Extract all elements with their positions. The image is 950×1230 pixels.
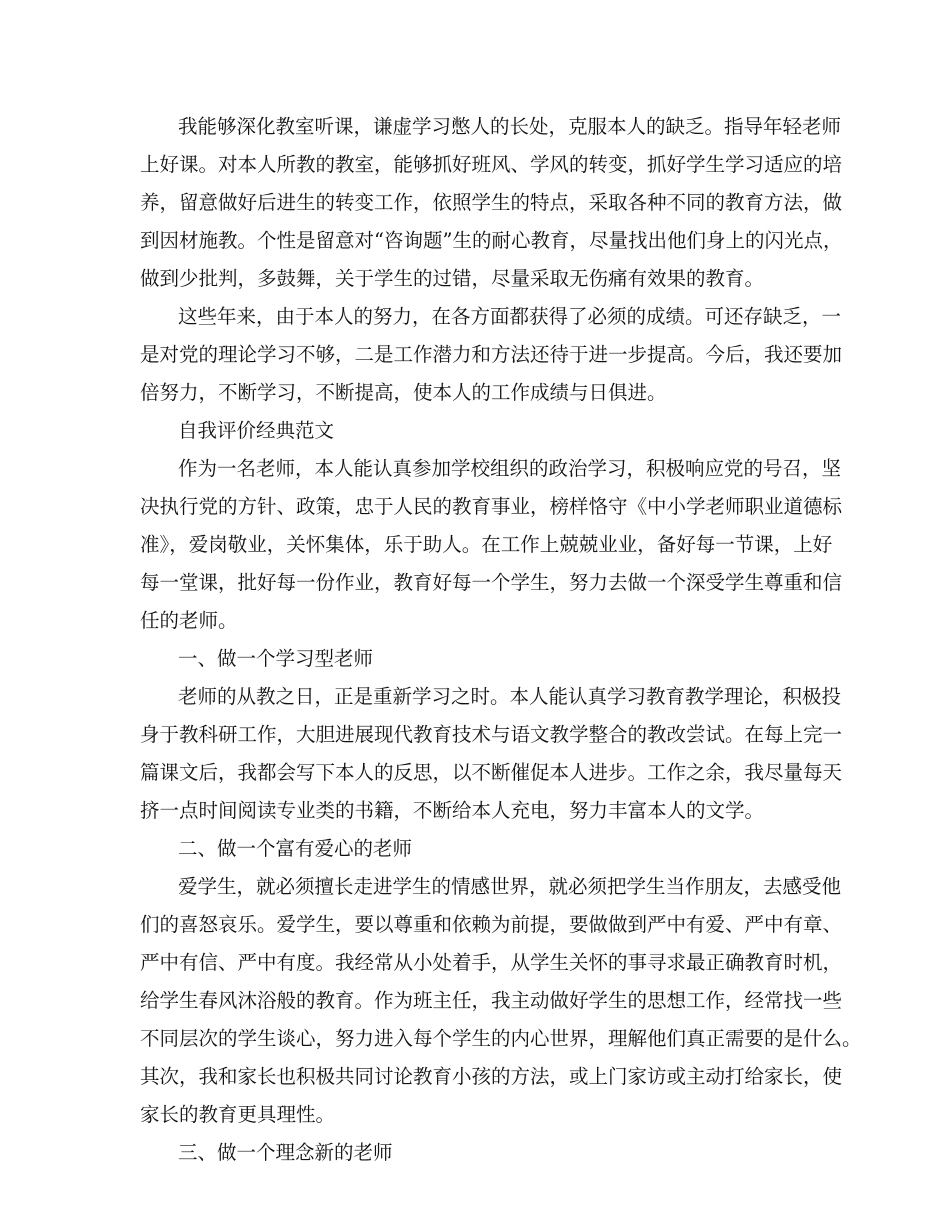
paragraph-line: 给学生春风沐浴般的教育。作为班主任，我主动做好学生的思想工作，经常找一些 — [140, 989, 843, 1012]
section-heading: 二、做一个富有爱心的老师 — [178, 837, 413, 860]
section-heading: 三、做一个理念新的老师 — [178, 1141, 393, 1164]
paragraph-line: 上好课。对本人所教的教室，能够抓好班风、学风的转变，抓好学生学习适应的培 — [140, 153, 843, 176]
paragraph-line: 每一堂课，批好每一份作业，教育好每一个学生，努力去做一个深受学生尊重和信 — [140, 571, 843, 594]
paragraph-line: 不同层次的学生谈心，努力进入每个学生的内心世界，理解他们真正需要的是什么。 — [140, 1027, 862, 1050]
section-heading: 自我评价经典范文 — [178, 419, 335, 442]
paragraph-line: 其次，我和家长也积极共同讨论教育小孩的方法，或上门家访或主动打给家长，使 — [140, 1065, 843, 1088]
paragraph-line: 我能够深化教室听课，谦虚学习憋人的长处，克服本人的缺乏。指导年轻老师 — [178, 115, 842, 138]
paragraph-line: 任的老师。 — [140, 609, 238, 632]
paragraph-line: 到因材施教。个性是留意对“咨询题”生的耐心教育，尽量找出他们身上的闪光点， — [140, 229, 843, 252]
section-heading: 一、做一个学习型老师 — [178, 647, 374, 670]
paragraph-line: 做到少批判，多鼓舞，关于学生的过错，尽量采取无伤痛有效果的教育。 — [140, 267, 765, 290]
paragraph-line: 家长的教育更具理性。 — [140, 1103, 336, 1126]
paragraph-line: 严中有信、严中有度。我经常从小处着手，从学生关怀的事寻求最正确教育时机， — [140, 951, 843, 974]
paragraph-line: 老师的从教之日，正是重新学习之时。本人能认真学习教育教学理论，积极投 — [178, 685, 842, 708]
paragraph-line: 准》，爱岗敬业，关怀集体，乐于助人。在工作上兢兢业业，备好每一节课，上好 — [140, 533, 833, 556]
paragraph-line: 是对党的理论学习不够，二是工作潜力和方法还待于进一步提高。今后，我还要加 — [140, 343, 843, 366]
paragraph-line: 养，留意做好后进生的转变工作，依照学生的特点，采取各种不同的教育方法，做 — [140, 191, 843, 214]
paragraph-line: 作为一名老师，本人能认真参加学校组织的政治学习，积极响应党的号召，坚 — [178, 457, 842, 480]
paragraph-line: 篇课文后，我都会写下本人的反思，以不断催促本人进步。工作之余，我尽量每天 — [140, 761, 843, 784]
paragraph-line: 倍努力，不断学习，不断提高，使本人的工作成绩与日俱进。 — [140, 381, 667, 404]
paragraph-line: 决执行党的方针、政策，忠于人民的教育事业，榜样恪守《中小学老师职业道德标 — [140, 495, 843, 518]
paragraph-line: 爱学生，就必须擅长走进学生的情感世界，就必须把学生当作朋友，去感受他 — [178, 875, 842, 898]
paragraph-line: 们的喜怒哀乐。爱学生，要以尊重和依赖为前提，要做做到严中有爱、严中有章、 — [140, 913, 843, 936]
paragraph-line: 身于教科研工作，大胆进展现代教育技术与语文教学整合的教改尝试。在每上完一 — [140, 723, 843, 746]
paragraph-line: 挤一点时间阅读专业类的书籍，不断给本人充电，努力丰富本人的文学。 — [140, 799, 765, 822]
paragraph-line: 这些年来，由于本人的努力，在各方面都获得了必须的成绩。可还存缺乏，一 — [178, 305, 842, 328]
